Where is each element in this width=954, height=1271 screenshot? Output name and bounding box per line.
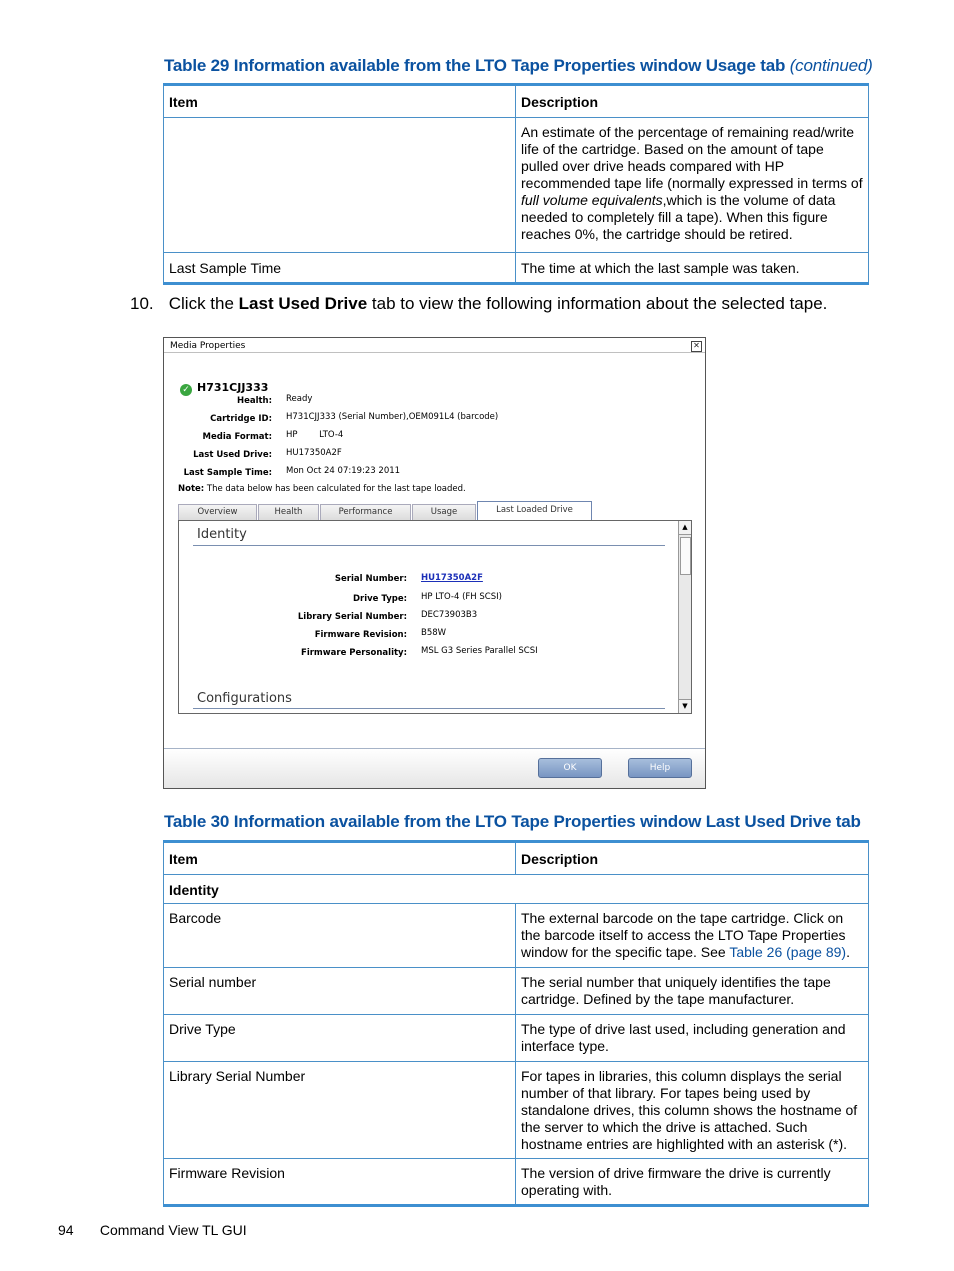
row-description: The type of drive last used, including generation and interface type. bbox=[516, 1015, 869, 1062]
library-serial-number-label: Library Serial Number: bbox=[297, 612, 407, 622]
note-text: The data below has been calculated for the last tape loaded. bbox=[206, 484, 466, 494]
table-row bbox=[164, 118, 869, 253]
column-header-description: Description bbox=[516, 85, 869, 118]
configurations-section-title: Configurations bbox=[197, 691, 292, 706]
dialog-footer bbox=[164, 749, 705, 788]
media-format-label: Media Format: bbox=[202, 432, 272, 442]
table-row bbox=[164, 1015, 869, 1062]
drive-type-label: Drive Type: bbox=[352, 594, 407, 604]
health-value: Ready bbox=[286, 394, 313, 404]
last-sample-time-value: Mon Oct 24 07:19:23 2011 bbox=[286, 466, 401, 476]
table-header-row bbox=[164, 85, 869, 118]
serial-number-link[interactable]: HU17350A2F bbox=[421, 573, 483, 583]
tab-panel bbox=[178, 520, 692, 714]
table-section-row bbox=[164, 875, 869, 904]
table-header-row bbox=[164, 842, 869, 875]
table-row bbox=[164, 253, 869, 284]
step-10 bbox=[130, 294, 827, 314]
column-header-item: Item bbox=[164, 85, 516, 118]
table-row bbox=[164, 904, 869, 968]
media-format-value: HP LTO-4 bbox=[286, 430, 344, 440]
firmware-personality-label: Firmware Personality: bbox=[301, 648, 407, 658]
title-divider bbox=[164, 352, 705, 353]
health-label: Health: bbox=[236, 396, 272, 406]
close-icon[interactable]: ✕ bbox=[691, 341, 702, 352]
page-footer bbox=[58, 1222, 247, 1238]
library-serial-number-value: DEC73903B3 bbox=[421, 610, 478, 620]
scroll-up-arrow-icon[interactable]: ▲ bbox=[679, 521, 691, 535]
tab-last-loaded-drive[interactable]: Last Loaded Drive bbox=[477, 501, 592, 521]
table-30-caption: Table 30 Information available from the LTO Tape Properties window Last Used Drive tab bbox=[164, 812, 861, 831]
row-item: Firmware Revision bbox=[164, 1159, 516, 1206]
last-sample-time-label: Last Sample Time: bbox=[183, 468, 272, 478]
firmware-personality-value: MSL G3 Series Parallel SCSI bbox=[421, 646, 538, 656]
table-29-title: Table 29 Information available from the LTO Tape Properties window Usage tab bbox=[164, 56, 786, 75]
cartridge-id-label: Cartridge ID: bbox=[210, 414, 272, 424]
footer-section: Command View TL GUI bbox=[99, 1222, 247, 1238]
page-number: 94 bbox=[58, 1222, 74, 1238]
row-description: The serial number that uniquely identifies the tape cartridge. Defined by the tape manufacturer. bbox=[516, 968, 869, 1015]
row-item bbox=[164, 118, 516, 253]
step-number: 10. bbox=[130, 294, 154, 313]
firmware-revision-value: B58W bbox=[421, 628, 447, 638]
identity-divider bbox=[193, 545, 665, 546]
tab-health[interactable]: Health bbox=[258, 504, 319, 520]
description-text: An estimate of the percentage of remaining read/write life of the cartridge. Based on the amount of tape pulled over drive heads compared with HP recommended tape life (normally expressed in terms of bbox=[521, 124, 863, 191]
tab-usage[interactable]: Usage bbox=[412, 504, 476, 520]
tape-id: H731CJJ333 bbox=[197, 381, 269, 394]
step-text-before: Click the bbox=[168, 294, 234, 313]
note-label: Note: bbox=[178, 484, 205, 494]
tab-performance[interactable]: Performance bbox=[320, 504, 411, 520]
column-header-description: Description bbox=[516, 842, 869, 875]
column-header-item: Item bbox=[164, 842, 516, 875]
row-item: Serial number bbox=[164, 968, 516, 1015]
table-26-link[interactable]: Table 26 (page 89) bbox=[729, 944, 847, 960]
note-line bbox=[178, 484, 466, 494]
row-description: For tapes in libraries, this column displays the serial number of that library. For tapes being used by standalone drives, this column shows the hostname of the server to which the drive is attached. Such hostname entries are highlighted with an asterisk (*). bbox=[516, 1062, 869, 1159]
table-29-continued: (continued) bbox=[789, 56, 873, 75]
row-item: Last Sample Time bbox=[164, 253, 516, 284]
identity-section-title: Identity bbox=[197, 527, 247, 542]
scroll-down-arrow-icon[interactable]: ▼ bbox=[679, 699, 691, 713]
last-used-drive-value: HU17350A2F bbox=[286, 448, 342, 458]
table-29 bbox=[163, 83, 869, 285]
table-row bbox=[164, 1062, 869, 1159]
description-emphasis: full volume equivalents bbox=[521, 192, 663, 208]
description-text: The external barcode on the tape cartridge. Click on the barcode itself to access the LTO Tape Properties window for the specific tape. See bbox=[521, 910, 846, 960]
row-item: Barcode bbox=[164, 904, 516, 968]
row-item: Drive Type bbox=[164, 1015, 516, 1062]
drive-type-value: HP LTO-4 (FH SCSI) bbox=[421, 592, 502, 602]
row-description: The version of drive firmware the drive is currently operating with. bbox=[516, 1159, 869, 1206]
description-text: ,which is the volume of data needed to completely fill a tape). When this figure reaches 0%, the cartridge should be retired. bbox=[521, 192, 836, 242]
tab-overview[interactable]: Overview bbox=[178, 504, 257, 520]
dialog-title: Media Properties bbox=[170, 341, 246, 351]
table-30 bbox=[163, 840, 869, 1207]
section-identity: Identity bbox=[164, 875, 869, 904]
vertical-scrollbar[interactable] bbox=[678, 521, 691, 713]
scroll-thumb[interactable] bbox=[680, 537, 691, 575]
description-end: . bbox=[846, 944, 850, 960]
ok-button[interactable]: OK bbox=[538, 758, 602, 778]
row-description: The time at which the last sample was taken. bbox=[516, 253, 869, 284]
table-row bbox=[164, 1159, 869, 1206]
configurations-divider bbox=[193, 708, 665, 709]
row-description bbox=[516, 904, 869, 968]
last-used-drive-label: Last Used Drive: bbox=[193, 450, 272, 460]
help-button[interactable]: Help bbox=[628, 758, 692, 778]
table-29-caption bbox=[164, 56, 873, 76]
row-description bbox=[516, 118, 869, 253]
table-row bbox=[164, 968, 869, 1015]
step-text-after: tab to view the following information about the selected tape. bbox=[371, 294, 828, 313]
cartridge-id-value: H731CJJ333 (Serial Number),OEM091L4 (barcode) bbox=[286, 412, 499, 422]
firmware-revision-label: Firmware Revision: bbox=[314, 630, 407, 640]
serial-number-label: Serial Number: bbox=[334, 574, 407, 584]
step-text-bold: Last Used Drive bbox=[238, 294, 368, 313]
media-properties-dialog bbox=[163, 337, 706, 789]
check-icon: ✓ bbox=[180, 384, 192, 396]
row-item: Library Serial Number bbox=[164, 1062, 516, 1159]
